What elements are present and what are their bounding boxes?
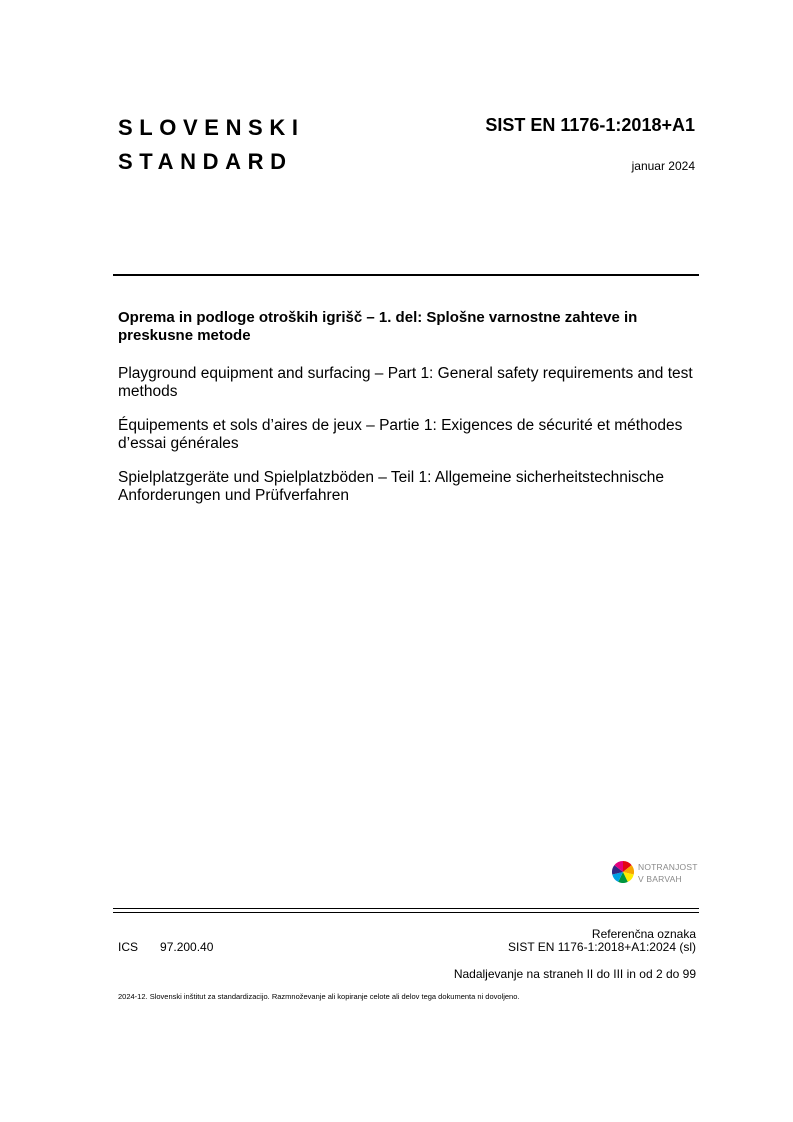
title-block bbox=[118, 309, 698, 521]
title-slovenian: Oprema in podloge otroških igrišč – 1. del: Splošne varnostne zahteve in preskusne metode bbox=[118, 309, 638, 344]
title-french: Équipements et sols d’aires de jeux – Partie 1: Exigences de sécurité et méthodes d’essai générales bbox=[118, 417, 683, 452]
brand-line-2: STANDARD bbox=[118, 149, 293, 174]
ics-code: 97.200.40 bbox=[160, 940, 214, 954]
pages-note: Nadaljevanje na straneh II do III in od 2 do 99 bbox=[453, 967, 696, 981]
publication-date: januar 2024 bbox=[631, 159, 695, 173]
reference-value: SIST EN 1176-1:2018+A1:2024 (sl) bbox=[507, 940, 696, 954]
logo-text-line-1: NOTRANJOST bbox=[638, 862, 698, 872]
brand-line-1: SLOVENSKI bbox=[118, 115, 305, 140]
standard-code: SIST EN 1176-1:2018+A1 bbox=[485, 115, 695, 135]
bottom-divider bbox=[113, 908, 699, 913]
title-english: Playground equipment and surfacing – Part 1: General safety requirements and test methods bbox=[118, 365, 693, 400]
reference-label: Referenčna oznaka bbox=[591, 927, 696, 941]
ics-label: ICS bbox=[118, 940, 139, 954]
copyright-notice: 2024-12. Slovenski inštitut za standardizacijo. Razmnoževanje ali kopiranje celote ali delov tega dokumenta ni dovoljeno. bbox=[118, 992, 520, 1001]
colour-interior-label bbox=[638, 861, 698, 885]
colour-wheel-icon bbox=[612, 861, 634, 883]
top-divider bbox=[113, 274, 699, 276]
ics-classification bbox=[118, 940, 213, 954]
title-german: Spielplatzgeräte und Spielplatzböden – Teil 1: Allgemeine sicherheitstechnische Anforderungen und Prüfverfahren bbox=[118, 469, 665, 504]
logo-text-line-2: V BARVAH bbox=[638, 874, 682, 884]
